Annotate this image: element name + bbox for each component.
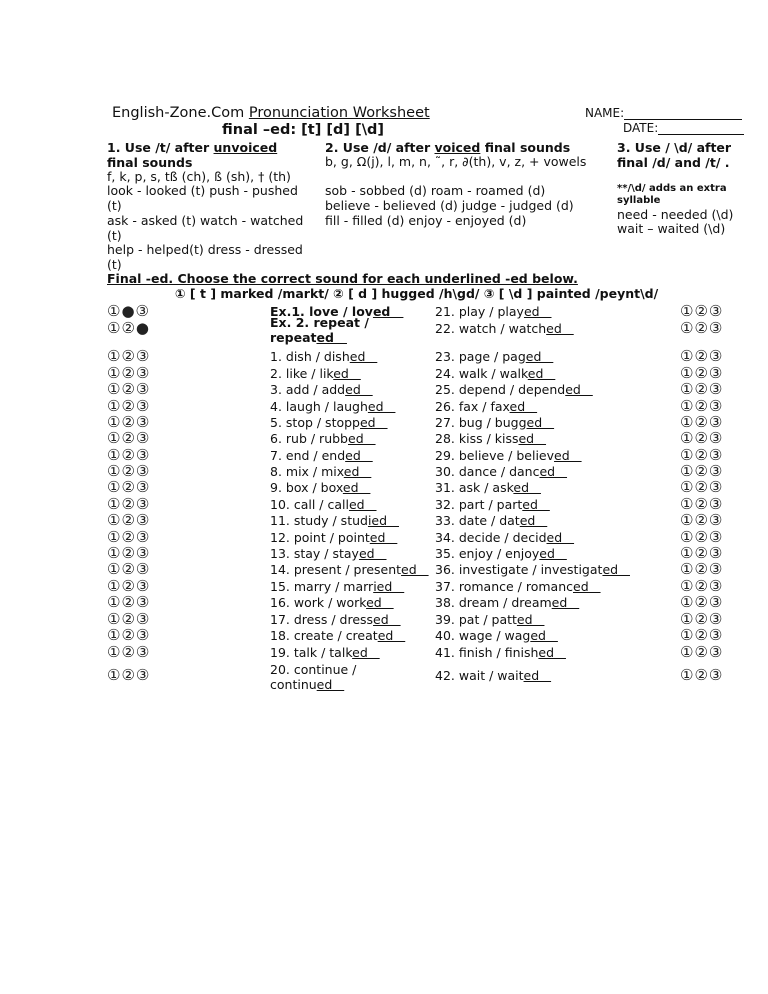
- exercise-item: [270, 530, 397, 545]
- item-word: 19. talk / talk: [270, 645, 353, 660]
- answer-circles-right[interactable]: ①②③: [680, 560, 724, 578]
- item-word: 36. investigate / investigat: [435, 562, 603, 577]
- exercise-item: [270, 562, 429, 577]
- exercise-item: [270, 546, 387, 561]
- answer-circles-right[interactable]: ①②③: [680, 593, 724, 611]
- item-word: 33. date / dat: [435, 513, 520, 528]
- name-label: NAME:: [585, 106, 625, 120]
- exercise-item: [435, 480, 541, 495]
- exercise-item: [270, 497, 377, 512]
- exercise-item: [435, 415, 554, 430]
- item-ending: ed: [377, 628, 406, 643]
- item-word: 12. point / point: [270, 530, 370, 545]
- item-ending: ed: [509, 399, 538, 414]
- exercise-item: [270, 448, 373, 463]
- exercise-item: [435, 366, 555, 381]
- answer-circles-left[interactable]: ①②③: [107, 643, 151, 661]
- answer-circles-right[interactable]: ①②③: [680, 626, 724, 644]
- exercise-item: [435, 497, 550, 512]
- item-word: 16. work / work: [270, 595, 367, 610]
- name-field[interactable]: [585, 106, 742, 120]
- exercise-item: [270, 612, 401, 627]
- item-ending: ed: [565, 382, 593, 397]
- item-word: 25. depend / depend: [435, 382, 566, 397]
- item-ending: ed: [523, 304, 552, 319]
- exercise-item: [270, 662, 420, 692]
- item-word: 42. wait / wait: [435, 668, 524, 683]
- rule-voiced-example-1: sob - sobbed (d) roam - roamed (d): [325, 183, 546, 198]
- exercise-item: [435, 321, 574, 336]
- answer-circles-right[interactable]: ①②③: [680, 495, 724, 513]
- exercise-item: [435, 399, 537, 414]
- worksheet-name: Pronunciation Worksheet: [248, 105, 430, 121]
- item-word: 18. create / creat: [270, 628, 378, 643]
- exercise-item: [435, 464, 567, 479]
- instructions: Final -ed. Choose the correct sound for each underlined -ed below.: [107, 271, 578, 286]
- exercise-item: [270, 464, 371, 479]
- exercise-item: [270, 349, 377, 364]
- item-ending: ied: [373, 579, 405, 594]
- exercise-item: [435, 513, 547, 528]
- item-word: 27. bug / bugg: [435, 415, 527, 430]
- item-word: 7. end / end: [270, 448, 346, 463]
- item-word: 4. laugh / laugh: [270, 399, 368, 414]
- answer-circles-left[interactable]: ①②③: [107, 560, 151, 578]
- item-ending: ed: [539, 464, 568, 479]
- exercise-item: [270, 431, 376, 446]
- answer-circles-left[interactable]: ①②③: [107, 593, 151, 611]
- rule-unvoiced-example-3: help - helped(t) dress - dressed (t): [107, 242, 303, 272]
- item-word: 1. dish / dish: [270, 349, 350, 364]
- answer-circles-left[interactable]: ①②③: [107, 380, 151, 398]
- answer-circles-left[interactable]: ①②③: [107, 666, 151, 684]
- exercise-item: [435, 668, 551, 683]
- item-ending: ed: [516, 612, 545, 627]
- item-word: Ex.1. love / lov: [270, 304, 373, 319]
- item-ending: ed: [526, 415, 555, 430]
- item-ending: ed: [523, 668, 552, 683]
- answer-circles-left[interactable]: ①②③: [107, 429, 151, 447]
- answer-circles-right[interactable]: ①②③: [680, 577, 724, 595]
- answer-circles-left[interactable]: ①②③: [107, 610, 151, 628]
- exercise-item: [270, 366, 361, 381]
- item-word: 17. dress / dress: [270, 612, 374, 627]
- answer-circles-right[interactable]: ①②③: [680, 666, 724, 684]
- exercise-item: [435, 595, 579, 610]
- item-word: 37. romance / romanc: [435, 579, 573, 594]
- item-word: 32. part / part: [435, 497, 523, 512]
- item-ending: ed: [342, 480, 371, 495]
- answer-circles-right[interactable]: ①②③: [680, 397, 724, 415]
- exercise-item: [270, 628, 405, 643]
- item-word: 2. like / lik: [270, 366, 334, 381]
- exercise-item: [435, 645, 566, 660]
- item-ending: ed: [366, 595, 394, 610]
- item-ending: ed: [525, 349, 554, 364]
- item-ending: ed: [530, 628, 558, 643]
- rule-voiced-example-3: fill - filled (d) enjoy - enjoyed (d): [325, 213, 527, 228]
- answer-circles-left[interactable]: ①②③: [107, 577, 151, 595]
- rule-d-t: 3. Use / \d/ after final /d/ and /t/ .: [617, 140, 732, 170]
- exercise-item: [435, 448, 582, 463]
- item-word: 11. study / stud: [270, 513, 368, 528]
- item-ending: ed: [348, 431, 376, 446]
- rule-voiced-sounds: b, g, Ω(j), l, m, n, ˜, r, ∂(th), v, z, + vowels: [325, 154, 587, 169]
- answer-circles-left[interactable]: ①②③: [107, 462, 151, 480]
- item-ending: ed: [369, 530, 398, 545]
- item-word: 30. dance / danc: [435, 464, 540, 479]
- item-ending: ed: [359, 415, 388, 430]
- item-word: 39. pat / patt: [435, 612, 517, 627]
- answer-circles-left[interactable]: ①②③: [107, 626, 151, 644]
- item-word: 41. finish / finish: [435, 645, 539, 660]
- item-ending: ed: [554, 448, 582, 463]
- answer-legend: ① [ t ] marked /markt/ ② [ d ] hugged /h\gd/ ③ [ \d ] painted /peynt\d/: [175, 286, 659, 301]
- item-word: 9. box / box: [270, 480, 343, 495]
- item-ending: ed: [602, 562, 630, 577]
- item-ending: ed: [345, 382, 373, 397]
- exercise-item: [435, 562, 630, 577]
- exercise-item: [270, 645, 380, 660]
- item-ending: ed: [316, 677, 345, 692]
- item-ending: ed: [352, 645, 380, 660]
- answer-circles-left[interactable]: ①②③: [107, 528, 151, 546]
- answer-circles-left[interactable]: ①②③: [107, 495, 151, 513]
- item-ending: ed: [539, 546, 567, 561]
- item-word: 22. watch / watch: [435, 321, 547, 336]
- answer-circles-right[interactable]: ①②③: [680, 446, 724, 464]
- item-word: 34. decide / decid: [435, 530, 547, 545]
- item-ending: ed: [551, 595, 580, 610]
- answer-circles-right[interactable]: ①②③: [680, 528, 724, 546]
- exercise-item: [435, 431, 546, 446]
- answer-circles-right[interactable]: ①②③: [680, 364, 724, 382]
- exercise-item: [270, 399, 395, 414]
- exercise-item: [435, 628, 558, 643]
- answer-circles-left[interactable]: ①②③: [107, 413, 151, 431]
- answer-circles-right[interactable]: ①②③: [680, 610, 724, 628]
- date-field[interactable]: [623, 121, 744, 135]
- item-ending: ed: [343, 464, 372, 479]
- answer-circles-right[interactable]: ①②③: [680, 511, 724, 529]
- item-word: 13. stay / stay: [270, 546, 359, 561]
- answer-circles-right[interactable]: ①②③: [680, 478, 724, 496]
- item-word: Ex. 2. repeat / repeat: [270, 315, 369, 345]
- item-word: 3. add / add: [270, 382, 346, 397]
- answer-circles-left[interactable]: ①②③: [107, 544, 151, 562]
- rule-d-t-example-1: need - needed (\d): [617, 207, 734, 222]
- item-word: 38. dream / dream: [435, 595, 552, 610]
- worksheet-subtitle: final –ed: [t] [d] [\d]: [222, 122, 385, 138]
- rule-unvoiced-example-1: look - looked (t) push - pushed (t): [107, 183, 298, 213]
- exercise-item: [270, 415, 388, 430]
- item-word: 23. page / pag: [435, 349, 526, 364]
- rule-voiced: 2. Use /d/ after voiced final sounds: [325, 140, 571, 155]
- item-ending: ed: [519, 513, 548, 528]
- worksheet-title: [112, 105, 430, 121]
- answer-circles-right[interactable]: ①②③: [680, 319, 724, 337]
- item-ending: ed: [538, 645, 566, 660]
- answer-circles-left[interactable]: ①②③: [107, 478, 151, 496]
- answer-circles-right[interactable]: ①②③: [680, 413, 724, 431]
- item-word: 20. continue / continu: [270, 662, 357, 692]
- item-word: 14. present / present: [270, 562, 402, 577]
- item-word: 29. believe / believ: [435, 448, 555, 463]
- rule-d-t-note: **/\d/ adds an extra syllable: [617, 183, 727, 206]
- answer-circles-right[interactable]: ①②③: [680, 380, 724, 398]
- item-word: 21. play / play: [435, 304, 524, 319]
- exercise-item: [435, 304, 552, 319]
- item-ending: ed: [316, 330, 347, 345]
- item-word: 28. kiss / kiss: [435, 431, 519, 446]
- answer-circles-right[interactable]: ①②③: [680, 302, 724, 320]
- item-ending: ied: [367, 513, 399, 528]
- answer-circles-right[interactable]: ①②③: [680, 347, 724, 365]
- exercise-item: [270, 315, 420, 345]
- rule-unvoiced-sounds: f, k, p, s, tß (ch), ß (sh), † (th): [107, 169, 291, 184]
- item-ending: ed: [372, 304, 404, 319]
- item-ending: ed: [527, 366, 556, 381]
- name-line[interactable]: [624, 107, 742, 120]
- date-label: DATE:: [623, 121, 659, 135]
- site-name: English-Zone.Com: [112, 105, 245, 121]
- item-word: 10. call / call: [270, 497, 349, 512]
- answer-circles-left[interactable]: ①②③: [107, 364, 151, 382]
- answer-circles-right[interactable]: ①②③: [680, 462, 724, 480]
- item-ending: ed: [373, 612, 401, 627]
- exercise-item: [270, 480, 370, 495]
- exercise-item: [270, 579, 404, 594]
- item-ending: ed: [522, 497, 550, 512]
- exercise-item: [435, 349, 553, 364]
- exercise-item: [435, 612, 544, 627]
- rule-unvoiced-example-2: ask - asked (t) watch - watched (t): [107, 213, 304, 243]
- exercise-item: [435, 579, 601, 594]
- item-ending: ed: [401, 562, 429, 577]
- item-ending: ed: [348, 497, 377, 512]
- rule-unvoiced: 1. Use /t/ after unvoiced final sounds: [107, 140, 278, 170]
- answer-circles-left[interactable]: ①②③: [107, 446, 151, 464]
- item-ending: ed: [573, 579, 601, 594]
- answer-circles-right[interactable]: ①②③: [680, 544, 724, 562]
- answer-circles-left[interactable]: ①●③: [107, 302, 150, 320]
- item-word: 5. stop / stopp: [270, 415, 360, 430]
- item-word: 31. ask / ask: [435, 480, 514, 495]
- rule-d-t-example-2: wait – waited (\d): [617, 221, 726, 236]
- answer-circles-left[interactable]: ①②●: [107, 319, 150, 337]
- item-word: 6. rub / rubb: [270, 431, 348, 446]
- exercise-item: [435, 546, 567, 561]
- item-ending: ed: [518, 431, 547, 446]
- exercise-item: [435, 382, 593, 397]
- exercise-item: [270, 595, 394, 610]
- rule-voiced-example-2: believe - believed (d) judge - judged (d): [325, 198, 574, 213]
- answer-circles-left[interactable]: ①②③: [107, 397, 151, 415]
- item-word: 15. marry / marr: [270, 579, 374, 594]
- item-ending: ed: [333, 366, 361, 381]
- answer-circles-left[interactable]: ①②③: [107, 511, 151, 529]
- exercise-item: [435, 530, 574, 545]
- answer-circles-right[interactable]: ①②③: [680, 429, 724, 447]
- exercise-item: [270, 513, 399, 528]
- item-ending: ed: [513, 480, 541, 495]
- item-word: 8. mix / mix: [270, 464, 344, 479]
- item-ending: ed: [367, 399, 396, 414]
- answer-circles-left[interactable]: ①②③: [107, 347, 151, 365]
- item-ending: ed: [345, 448, 373, 463]
- answer-circles-right[interactable]: ①②③: [680, 643, 724, 661]
- item-word: 40. wage / wag: [435, 628, 531, 643]
- item-word: 24. walk / walk: [435, 366, 528, 381]
- item-ending: ed: [546, 321, 574, 336]
- item-word: 26. fax / fax: [435, 399, 510, 414]
- item-ending: ed: [358, 546, 387, 561]
- date-line[interactable]: [658, 122, 744, 135]
- item-word: 35. enjoy / enjoy: [435, 546, 540, 561]
- item-ending: ed: [546, 530, 575, 545]
- exercise-item: [270, 382, 373, 397]
- item-ending: ed: [349, 349, 378, 364]
